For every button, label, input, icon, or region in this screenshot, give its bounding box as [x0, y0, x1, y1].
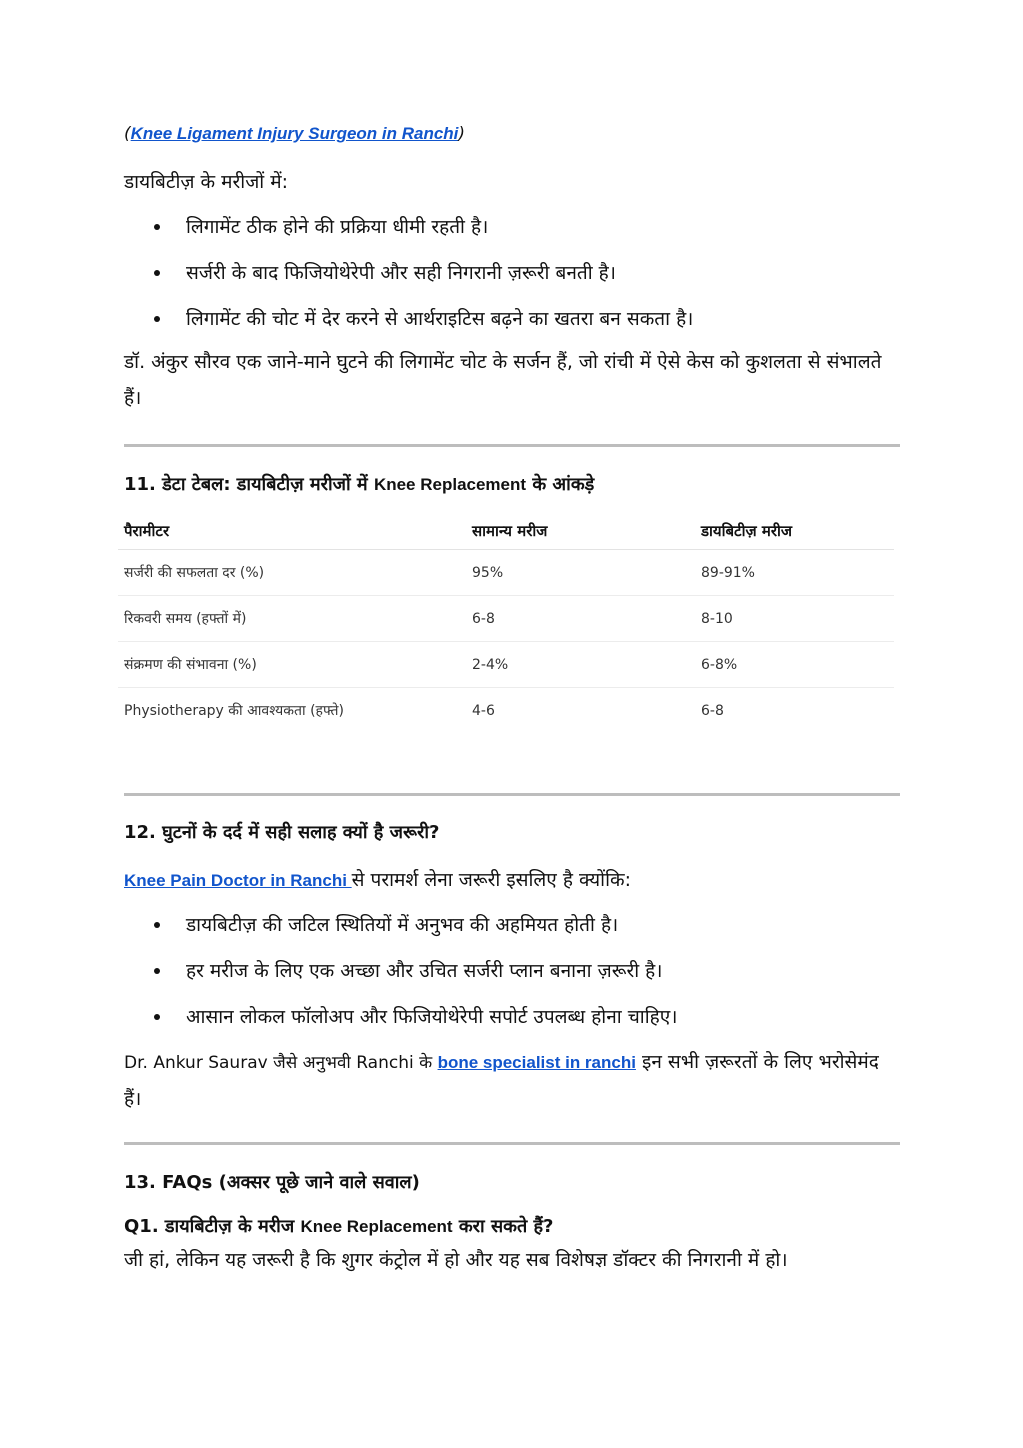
table-cell: Physiotherapy की आवश्यकता (हफ्ते)	[124, 703, 344, 719]
bullet-icon	[154, 224, 160, 230]
list-item: आसान लोकल फॉलोअप और फिजियोथेरेपी सपोर्ट उपलब्ध होना चाहिए।	[124, 994, 900, 1040]
knee-pain-doctor-link[interactable]: Knee Pain Doctor in Ranchi	[124, 871, 352, 890]
list-item: लिगामेंट ठीक होने की प्रक्रिया धीमी रहती है।	[124, 204, 900, 250]
table-cell: 6-8%	[695, 642, 894, 688]
divider	[124, 793, 900, 796]
table-cell: 89-91%	[695, 550, 894, 596]
table-cell: 6-8	[701, 702, 724, 719]
divider	[124, 444, 900, 447]
table-cell: रिकवरी समय (हफ्तों में)	[118, 596, 466, 642]
faq-question-1: Q1. डायबिटीज़ के मरीज Knee Replacement करा सकते हैं?	[124, 1216, 554, 1237]
table-cell: 2-4%	[466, 642, 695, 688]
section-12-heading: 12. घुटनों के दर्द में सही सलाह क्यों है जरूरी?	[124, 822, 440, 843]
paren-open: (	[124, 124, 131, 144]
section-11-heading: 11. डेटा टेबल: डायबिटीज़ मरीजों में Knee Replacement के आंकड़े	[124, 474, 595, 495]
list-item: हर मरीज के लिए एक अच्छा और उचित सर्जरी प्लान बनाना ज़रूरी है।	[124, 948, 900, 994]
top-link-line	[124, 124, 465, 144]
table-cell: 95%	[466, 550, 695, 596]
section-12-paragraph: Dr. Ankur Saurav जैसे अनुभवी Ranchi के bone specialist in ranchi इन सभी ज़रूरतों के लिए भरोसेमंद हैं।	[124, 1051, 879, 1110]
bullet-icon	[154, 316, 160, 322]
table-row	[118, 688, 894, 734]
table-cell: 6-8	[466, 596, 695, 642]
data-table	[118, 513, 894, 733]
section-12-bullet-list	[124, 902, 900, 1040]
section-13-heading: 13. FAQs (अक्सर पूछे जाने वाले सवाल)	[124, 1172, 420, 1193]
list-item: डायबिटीज़ की जटिल स्थितियों में अनुभव की अहमियत होती है।	[124, 902, 900, 948]
column-header: सामान्य मरीज	[466, 513, 695, 550]
list-item: लिगामेंट की चोट में देर करने से आर्थराइटिस बढ़ने का खतरा बन सकता है।	[124, 296, 900, 342]
faq-answer-1: जी हां, लेकिन यह जरूरी है कि शुगर कंट्रोल में हो और यह सब विशेषज्ञ डॉक्टर की निगरानी में हो।	[124, 1249, 788, 1271]
section-12-intro: Knee Pain Doctor in Ranchi से परामर्श लेना जरूरी इसलिए है क्योंकि:	[124, 869, 631, 891]
table-header-row	[118, 513, 894, 550]
table-cell: संक्रमण की संभावना (%)	[118, 642, 466, 688]
bone-specialist-link[interactable]: bone specialist in ranchi	[437, 1053, 636, 1072]
table-cell: सर्जरी की सफलता दर (%)	[118, 550, 466, 596]
section-a-bullet-list	[124, 204, 900, 342]
bullet-icon	[154, 922, 160, 928]
bullet-icon	[154, 270, 160, 276]
section-a-paragraph: डॉ. अंकुर सौरव एक जाने-माने घुटने की लिगामेंट चोट के सर्जन हैं, जो रांची में ऐसे केस को कुशलता से संभालते हैं।	[124, 351, 882, 409]
column-header: पैरामीटर	[118, 513, 466, 550]
bullet-icon	[154, 1014, 160, 1020]
list-item: सर्जरी के बाद फिजियोथेरेपी और सही निगरानी ज़रूरी बनती है।	[124, 250, 900, 296]
knee-ligament-surgeon-link[interactable]: Knee Ligament Injury Surgeon in Ranchi	[130, 124, 459, 143]
section-a-intro: डायबिटीज़ के मरीजों में:	[124, 171, 289, 193]
table-cell: 4-6	[472, 702, 495, 719]
divider	[124, 1142, 900, 1145]
table-cell: 8-10	[695, 596, 894, 642]
table-row	[118, 642, 894, 688]
table-row	[118, 550, 894, 596]
bullet-icon	[154, 968, 160, 974]
table-row	[118, 596, 894, 642]
column-header: डायबिटीज़ मरीज	[695, 513, 894, 550]
paren-close: )	[458, 124, 466, 144]
